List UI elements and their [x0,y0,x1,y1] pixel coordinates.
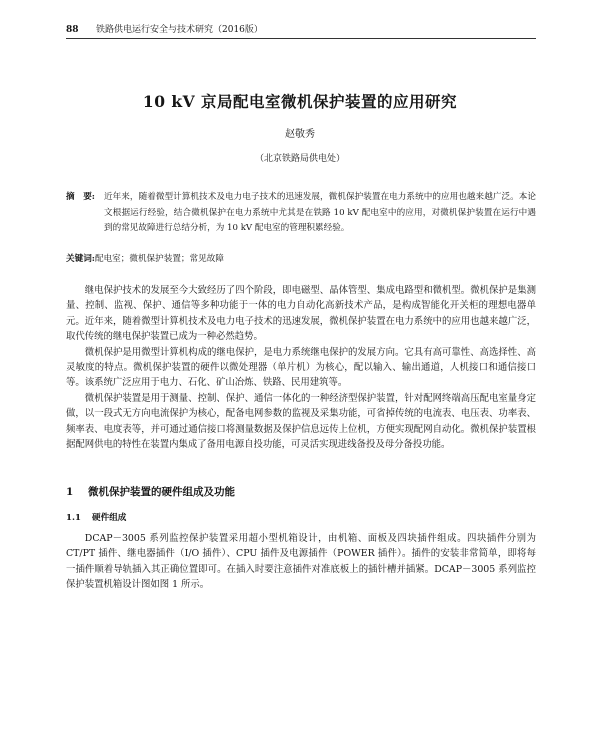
paragraph: 继电保护技术的发展至今大致经历了四个阶段，即电磁型、晶体管型、集成电路型和微机型。微机保护是集测量、控制、监视、保护、通信等多种功能于一体的电力自动化高新技术产品，是构成智能化开关柜的理想电器单元。近年来，随着微型计算机技术及电力电子技术的迅速发展，微机保护装置在电力系统中的应用也越来越广泛，取代传统的继电保护装置已成为一种必然趋势。 [66,285,536,343]
author: 赵敬秀 [285,129,315,140]
abstract-label: 摘 要: [66,192,95,202]
running-header [66,22,536,39]
keywords-text: 配电室；微机保护装置；常见故障 [94,254,224,264]
section-number: 1 [66,486,74,498]
paragraph: 微机保护是用微型计算机构成的继电保护，是电力系统继电保护的发展方向。它具有高可靠性、高选择性、高灵敏度的特点。微机保护装置的硬件以微处理器（单片机）为核心，配以输入、输出通道，人机接口和通信接口等。该系统广泛应用于电力、石化、矿山冶炼、铁路、民用建筑等。 [66,346,536,389]
paper-title: 10 kV 京局配电室微机保护装置的应用研究 [142,92,458,111]
journal-title: 铁路供电运行安全与技术研究（2016版） [96,25,263,35]
subsection-heading [66,511,536,523]
abstract [66,190,536,237]
abstract-text: 近年来，随着微型计算机技术及电力电子技术的迅速发展，微机保护装置在电力系统中的应用也越来越广泛。本论文根据运行经验，结合微机保护在电力系统中尤其是在铁路 10 kV 配电室中的应用，对微机保护装置在运行中遇到的常见故障进行总结分析，为 10 kV 配电室的管理积累经验。 [104,192,536,233]
subsection-title: 硬件组成 [92,513,127,523]
section-title: 微机保护装置的硬件组成及功能 [88,486,235,498]
paragraph: 微机保护装置是用于测量、控制、保护、通信一体化的一种经济型保护装置，针对配网终端高压配电室量身定做，以一段式无方向电流保护为核心，配备电网参数的监视及采集功能，可省掉传统的电流表、电压表、功率表、频率表、电度表等，并可通过通信接口将测量数据及保护信息远传上位机，方便实现配网自动化。微机保护装置根据配网供电的特性在装置内集成了备用电源自投功能，可灵活实现进线备投及母分备投功能。 [66,392,536,451]
subsection-number: 1.1 [66,513,81,523]
section-heading [66,484,536,499]
intro-body [66,283,536,452]
keywords [66,252,536,266]
page-number: 88 [66,25,79,35]
affiliation: （北京铁路局供电处） [254,154,345,164]
paragraph: DCAP－3005 系列监控保护装置采用超小型机箱设计，由机箱、面板及四块插件组成。四块插件分别为 CT/PT 插件、继电器插件（I/O 插件）、CPU 插件及电源插件（POWER 插件）。插件的安装非常简单，即将每一插件顺着导轨插入其正确位置即可。在插入时要注意插件对准底板上的插针槽并插紧。DCAP－3005 系列监控保护装置机箱设计图如图 1 所示。 [66,533,536,591]
keywords-label: 关键词: [66,254,95,264]
section-body [66,531,536,593]
